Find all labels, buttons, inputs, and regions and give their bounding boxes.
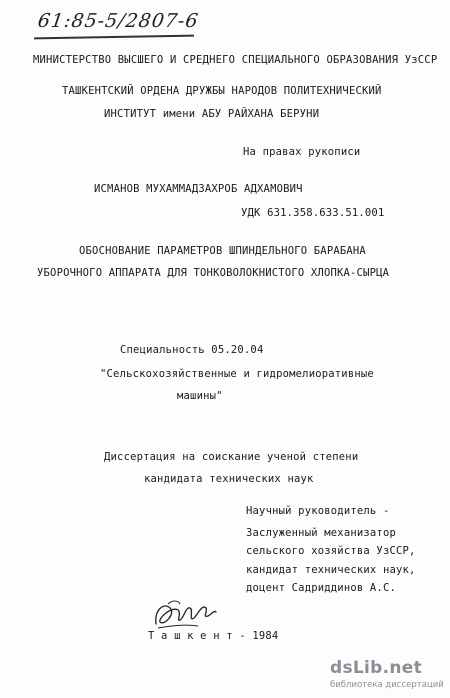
dissertation-title-line-2: УБОРОЧНОГО АППАРАТА ДЛЯ ТОНКОВОЛОКНИСТОГО ХЛОПКА-СЫРЦА [37, 267, 390, 279]
specialty-code: Специальность 05.20.04 [120, 344, 264, 356]
city-and-year: Т а ш к е н т - 1984 [148, 630, 279, 642]
watermark-subtitle: библиотека диссертаций [330, 680, 444, 690]
institute-line-2: ИНСТИТУТ имени АБУ РАЙХАНА БЕРУНИ [104, 108, 320, 120]
manuscript-note: На правах рукописи [243, 146, 361, 158]
supervisor-line-5: доцент Садриддинов А.С. [246, 582, 396, 594]
author-name: ИСМАНОВ МУХАММАДЗАХРОБ АДХАМОВИЧ [94, 183, 303, 195]
ministry-heading: МИНИСТЕРСТВО ВЫСШЕГО И СРЕДНЕГО СПЕЦИАЛЬНОГО ОБРАЗОВАНИЯ УзССР [33, 54, 438, 66]
supervisor-line-4: кандидат технических наук, [246, 564, 416, 576]
archive-number-underline [34, 35, 194, 40]
archive-number: 61:85-5/2807-6 [36, 10, 201, 32]
dslib-watermark [330, 658, 442, 692]
supervisor-line-1: Научный руководитель - [246, 505, 390, 517]
supervisor-line-3: сельского хозяйства УзССР, [246, 545, 416, 557]
degree-line-2: кандидата технических наук [144, 473, 314, 485]
specialty-name-line-1: "Сельскохозяйственные и гидромелиоративные [100, 368, 374, 380]
supervisor-line-2: Заслуженный механизатор [246, 527, 396, 539]
degree-line-1: Диссертация на соискание ученой степени [104, 451, 359, 463]
institute-line-1: ТАШКЕНТСКИЙ ОРДЕНА ДРУЖБЫ НАРОДОВ ПОЛИТЕХНИЧЕСКИЙ [62, 85, 382, 97]
watermark-logo: dsLib.net [330, 658, 423, 678]
specialty-name-line-2: машины" [177, 390, 223, 402]
udc-code: УДК 631.358.633.51.001 [241, 207, 385, 219]
dissertation-title-line-1: ОБОСНОВАНИЕ ПАРАМЕТРОВ ШПИНДЕЛЬНОГО БАРАБАНА [79, 245, 366, 257]
